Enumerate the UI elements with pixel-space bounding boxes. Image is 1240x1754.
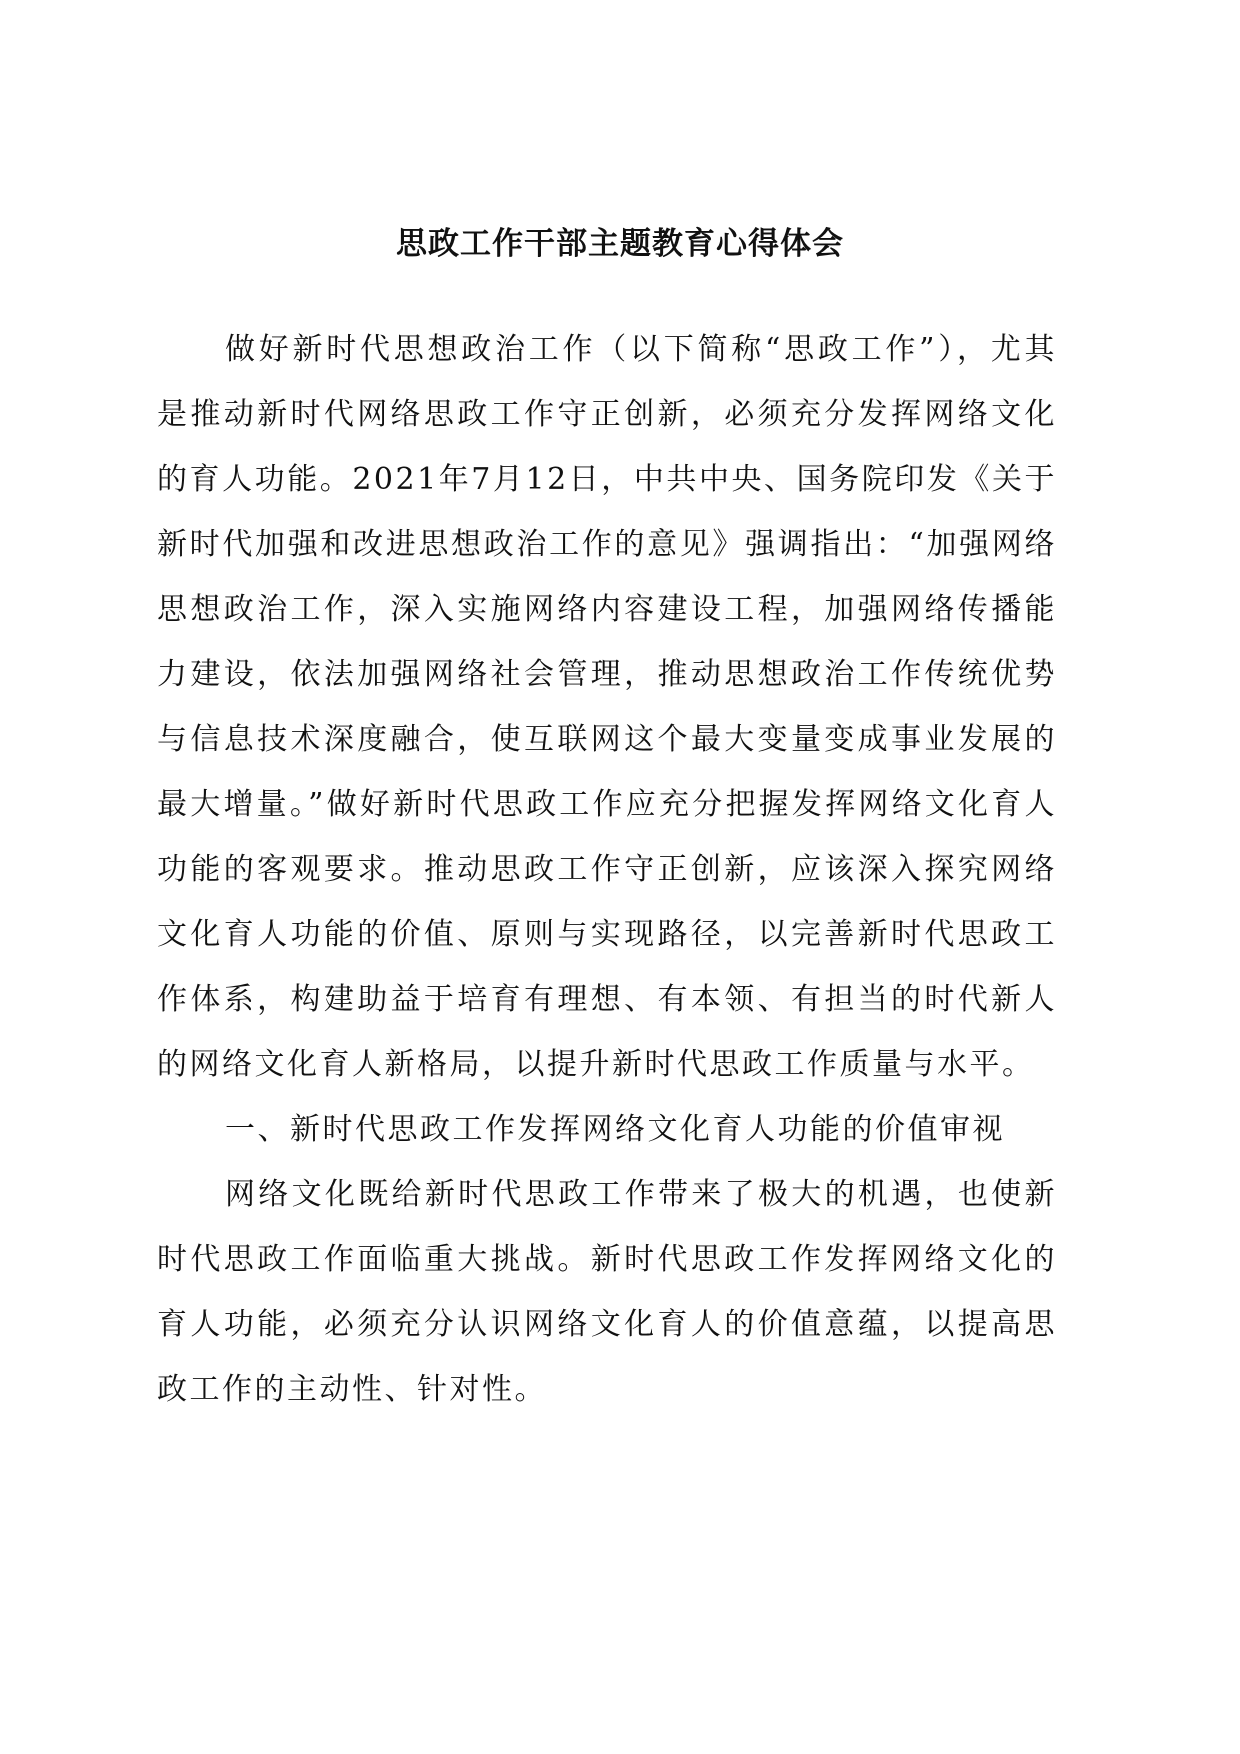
document-title: 思政工作干部主题教育心得体会	[396, 226, 844, 262]
section-heading-1: 一、新时代思政工作发挥网络文化育人功能的价值审视	[225, 1112, 1005, 1147]
document-body	[157, 317, 1057, 1422]
paragraph-section-1: 网络文化既给新时代思政工作带来了极大的机遇，也使新时代思政工作面临重大挑战。新时代思政工作发挥网络文化的育人功能，必须充分认识网络文化育人的价值意蕴，以提高思政工作的主动性、针对性。	[157, 1177, 1057, 1407]
paragraph-intro: 做好新时代思想政治工作（以下简称“思政工作”），尤其是推动新时代网络思政工作守正创新，必须充分发挥网络文化的育人功能。2021年7月12日，中共中央、国务院印发《关于新时代加强和改进思想政治工作的意见》强调指出：“加强网络思想政治工作，深入实施网络内容建设工程，加强网络传播能力建设，依法加强网络社会管理，推动思想政治工作传统优势与信息技术深度融合，使互联网这个最大变量变成事业发展的最大增量。”做好新时代思政工作应充分把握发挥网络文化育人功能的客观要求。推动思政工作守正创新，应该深入探究网络文化育人功能的价值、原则与实现路径，以完善新时代思政工作体系，构建助益于培育有理想、有本领、有担当的时代新人的网络文化育人新格局，以提升新时代思政工作质量与水平。	[157, 332, 1057, 1082]
